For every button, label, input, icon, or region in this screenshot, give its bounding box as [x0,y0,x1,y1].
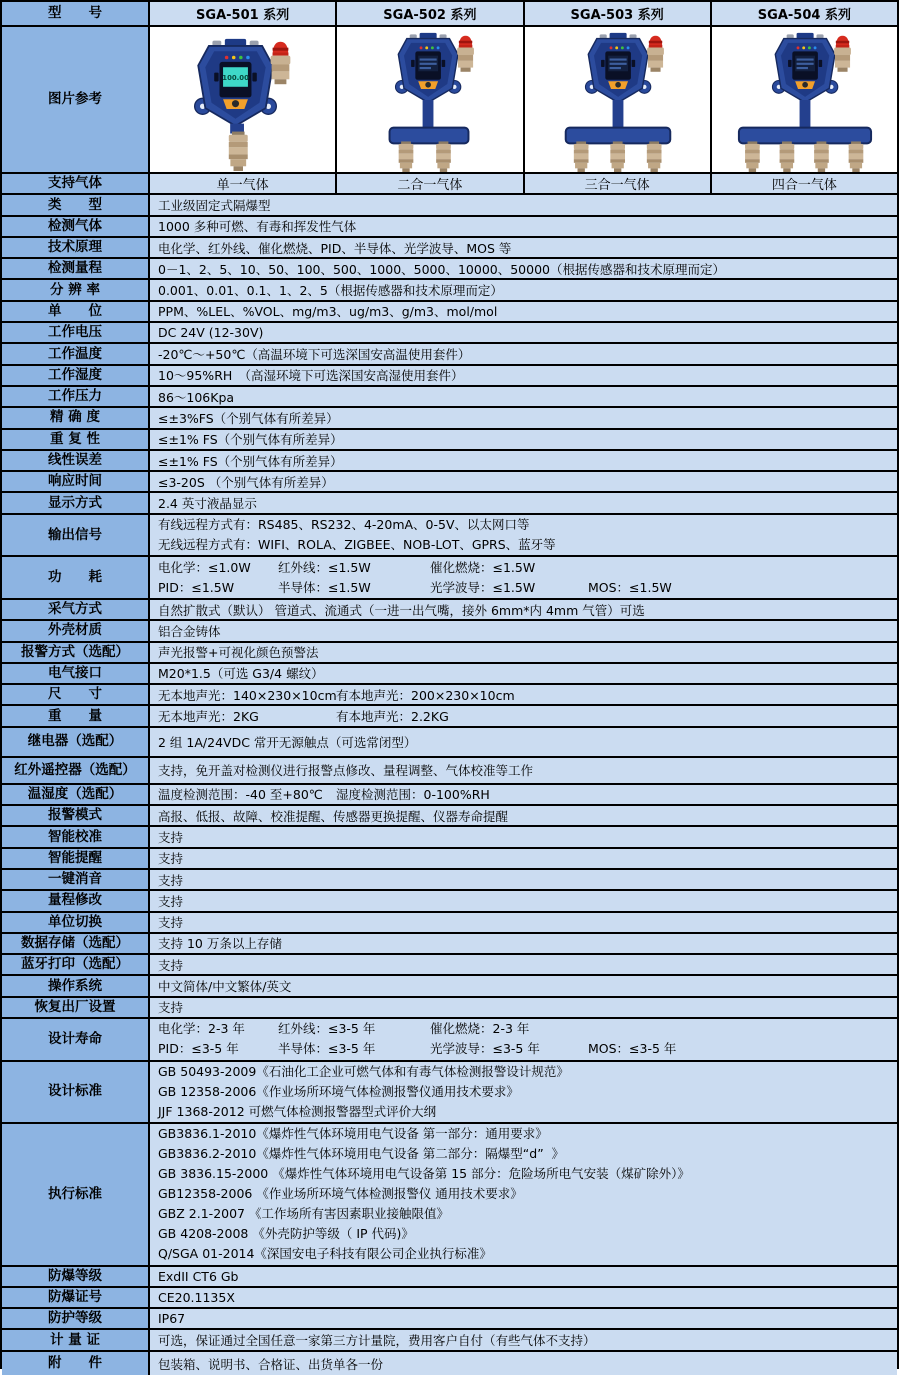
row-label-model: 型 号 [2,2,150,25]
row-label: 单位切换 [2,913,150,932]
model-name-sga-504: SGA-504 系列 [712,2,897,25]
row-label: 类 型 [2,195,150,214]
row-repeatability [2,430,897,451]
row-value: GB3836.1-2010《爆炸性气体环境用电气设备 第一部分：通用要求》 GB3836.2-2010《爆炸性气体环境用电气设备 第二部分：隔爆型“d” 》 GB 3836.15-2000 《爆炸性气体环境用电气设备第 15 部分：危险场所电气安装（煤矿除外）》 GB12358-2006 《作业场所环境气体检测报警仪 通用技术要求》 GBZ 2.1-2007 《工作场所有害因素职业接触限值》 GB 4208-2008 《外壳防护等级（ IP 代码)》 Q/SGA 01-2014《深国安电子科技有限公司企业执行标准》 [150,1124,897,1265]
row-label: 温湿度（选配） [2,785,150,804]
row-value: 支持 10 万条以上存储 [150,934,897,953]
row-value: 自然扩散式（默认） 管道式、流通式（一进一出气嘴，接外 6mm*内 4mm 气管）可选 [150,600,897,619]
row-response-time [2,472,897,493]
row-label: 继电器（选配） [2,728,150,756]
row-value: 工业级固定式隔爆型 [150,195,897,214]
row-temperature [2,344,897,365]
image-cell-sga-502 [337,27,524,172]
row-value: 支持，免开盖对检测仪进行报警点修改、量程调整、气体校准等工作 [150,758,897,783]
gas-type-sga-504: 四合一气体 [712,174,897,193]
row-principle [2,238,897,259]
row-value: 无本地声光：2KG 有本地声光：2.2KG [150,706,897,725]
row-humidity [2,366,897,387]
row-label: 智能校准 [2,827,150,846]
svg-text:100.00: 100.00 [222,73,250,82]
row-label: 设计寿命 [2,1019,150,1060]
image-cell-sga-503 [525,27,712,172]
model-name-sga-501: SGA-501 系列 [150,2,337,25]
product-image-sga-504 [712,27,897,172]
row-ir-remote [2,758,897,785]
row-electrical-interface [2,664,897,685]
model-header-row [2,2,897,27]
row-label: 计 量 证 [2,1330,150,1349]
row-label: 设计标准 [2,1062,150,1122]
output-wired: 有线远程方式有：RS485、RS232、4-20mA、0-5V、以太网口等 [158,517,530,533]
row-explosion-class [2,1267,897,1288]
row-value: 电化学、红外线、催化燃烧、PID、半导体、光学波导、MOS 等 [150,238,897,257]
row-label: 检测气体 [2,217,150,236]
row-label: 工作电压 [2,323,150,342]
row-os [2,976,897,997]
supported-gas-row [2,174,897,195]
product-image-sga-503 [525,27,710,172]
row-value: 2.4 英寸液晶显示 [150,493,897,512]
row-value: M20*1.5（可选 G3/4 螺纹） [150,664,897,683]
row-label-images: 图片参考 [2,27,150,172]
power-line-2: PID：≤1.5W 半导体：≤1.5W 光学波导：≤1.5W MOS：≤1.5W [158,579,672,595]
output-wireless: 无线远程方式有：WIFI、ROLA、ZIGBEE、NOB-LOT、GPRS、蓝牙等 [158,537,556,553]
row-value: GB 50493-2009《石油化工企业可燃气体和有毒气体检测报警设计规范》 GB 12358-2006《作业场所环境气体检测报警仪通用技术要求》 JJF 1368-2012 可燃气体检测报警器型式评价大纲 [150,1062,897,1122]
row-label: 重 复 性 [2,430,150,449]
row-temp-humidity [2,785,897,806]
row-label: 报警方式（选配） [2,643,150,662]
row-value: 0－1、2、5、10、50、100、500、1000、5000、10000、50000（根据传感器和技术原理而定） [150,259,897,278]
row-weight [2,706,897,727]
row-explosion-cert [2,1288,897,1309]
row-value: 0.001、0.01、0.1、1、2、5（根据传感器和技术原理而定） [150,280,897,299]
row-label: 精 确 度 [2,408,150,427]
product-image-cells [150,27,897,172]
row-label: 智能提醒 [2,849,150,868]
row-accuracy [2,408,897,429]
row-label: 蓝牙打印（选配） [2,955,150,974]
row-data-storage [2,934,897,955]
row-label: 防护等级 [2,1309,150,1328]
product-image-sga-501 [150,27,335,172]
row-value: 声光报警+可视化颜色预警法 [150,643,897,662]
row-label: 工作压力 [2,387,150,406]
row-value: ≤3-20S （个别气体有所差异） [150,472,897,491]
row-sampling [2,600,897,621]
row-label: 重 量 [2,706,150,725]
image-cell-sga-501 [150,27,337,172]
row-value: 高报、低报、故障、校准提醒、传感器更换提醒、仪器寿命提醒 [150,806,897,825]
row-range [2,259,897,280]
row-unit [2,302,897,323]
row-value: 支持 [150,870,897,889]
row-label: 工作湿度 [2,366,150,385]
row-label: 防爆等级 [2,1267,150,1286]
model-name-sga-503: SGA-503 系列 [525,2,712,25]
row-alarm-mode [2,806,897,827]
row-range-modify [2,891,897,912]
row-ip-rating [2,1309,897,1330]
row-label: 线性误差 [2,451,150,470]
row-execution-standard [2,1124,897,1267]
row-value: ≤±1% FS（个别气体有所差异） [150,430,897,449]
model-name-sga-502: SGA-502 系列 [337,2,524,25]
row-value: ExdII CT6 Gb [150,1267,897,1286]
row-detect-gas [2,217,897,238]
product-image-row [2,27,897,174]
row-metrology-cert [2,1330,897,1351]
row-label: 附 件 [2,1352,150,1375]
gas-type-sga-502: 二合一气体 [337,174,524,193]
row-value: 支持 [150,891,897,910]
row-label: 数据存储（选配） [2,934,150,953]
row-smart-reminder [2,849,897,870]
row-value [150,557,897,598]
row-value: 86～106Kpa [150,387,897,406]
row-dimensions [2,685,897,706]
row-label: 技术原理 [2,238,150,257]
row-value: 无本地声光：140×230×10cm 有本地声光：200×230×10cm [150,685,897,704]
row-value: CE20.1135X [150,1288,897,1307]
row-label: 响应时间 [2,472,150,491]
row-label: 工作温度 [2,344,150,363]
row-value: 1000 多种可燃、有毒和挥发性气体 [150,217,897,236]
row-value: 支持 [150,849,897,868]
row-value: 温度检测范围：-40 至+80℃ 湿度检测范围：0-100%RH [150,785,897,804]
row-label: 单 位 [2,302,150,321]
row-unit-switch [2,913,897,934]
row-accessories [2,1352,897,1375]
row-bluetooth-print [2,955,897,976]
row-housing [2,621,897,642]
row-label: 操作系统 [2,976,150,995]
row-power [2,557,897,600]
row-value: 支持 [150,998,897,1017]
row-linearity [2,451,897,472]
row-value: ≤±1% FS（个别气体有所差异） [150,451,897,470]
model-header-cells [150,2,897,25]
row-label: 检测量程 [2,259,150,278]
row-label: 分 辨 率 [2,280,150,299]
row-label: 量程修改 [2,891,150,910]
row-value [150,1019,897,1060]
row-label: 采气方式 [2,600,150,619]
power-line-1: 电化学：≤1.0W 红外线：≤1.5W 催化燃烧：≤1.5W [158,559,536,575]
row-display [2,493,897,514]
supported-gas-cells [150,174,897,193]
gas-type-sga-501: 单一气体 [150,174,337,193]
row-design-life [2,1019,897,1062]
row-value: -20℃～+50℃（高温环境下可选深国安高温使用套件） [150,344,897,363]
row-value: 10～95%RH （高湿环境下可选深国安高湿使用套件） [150,366,897,385]
row-alarm-method [2,643,897,664]
row-pressure [2,387,897,408]
row-label: 外壳材质 [2,621,150,640]
image-cell-sga-504 [712,27,897,172]
row-output-signal [2,515,897,558]
product-image-sga-502 [337,27,522,172]
design-life-line-2: PID：≤3-5 年 半导体：≤3-5 年 光学波导：≤3-5 年 MOS：≤3-5 年 [158,1041,677,1057]
design-life-line-1: 电化学：2-3 年 红外线：≤3-5 年 催化燃烧：2-3 年 [158,1021,530,1037]
row-type [2,195,897,216]
row-value: ≤±3%FS（个别气体有所差异） [150,408,897,427]
row-smart-calibration [2,827,897,848]
row-label: 功 耗 [2,557,150,598]
row-label: 显示方式 [2,493,150,512]
row-value: 可选，保证通过全国任意一家第三方计量院，费用客户自付（有些气体不支持） [150,1330,897,1349]
row-value: IP67 [150,1309,897,1328]
row-resolution [2,280,897,301]
row-label-gas: 支持气体 [2,174,150,193]
row-value: DC 24V (12-30V) [150,323,897,342]
row-label: 红外遥控器（选配） [2,758,150,783]
row-label: 报警模式 [2,806,150,825]
row-value: 支持 [150,955,897,974]
row-relay [2,728,897,758]
row-mute [2,870,897,891]
row-label: 输出信号 [2,515,150,556]
row-value [150,515,897,556]
row-value: 支持 [150,827,897,846]
row-label: 尺 寸 [2,685,150,704]
row-label: 电气接口 [2,664,150,683]
row-label: 恢复出厂设置 [2,998,150,1017]
row-label: 一键消音 [2,870,150,889]
row-value: 中文简体/中文繁体/英文 [150,976,897,995]
row-factory-reset [2,998,897,1019]
row-value: 包装箱、说明书、合格证、出货单各一份 [150,1352,897,1375]
row-label: 防爆证号 [2,1288,150,1307]
row-label: 执行标准 [2,1124,150,1265]
gas-type-sga-503: 三合一气体 [525,174,712,193]
row-value: PPM、%LEL、%VOL、mg/m3、ug/m3、g/m3、mol/mol [150,302,897,321]
row-value: 2 组 1A/24VDC 常开无源触点（可选常闭型） [150,728,897,756]
row-value: 铝合金铸体 [150,621,897,640]
row-value: 支持 [150,913,897,932]
row-voltage [2,323,897,344]
row-design-standard [2,1062,897,1124]
